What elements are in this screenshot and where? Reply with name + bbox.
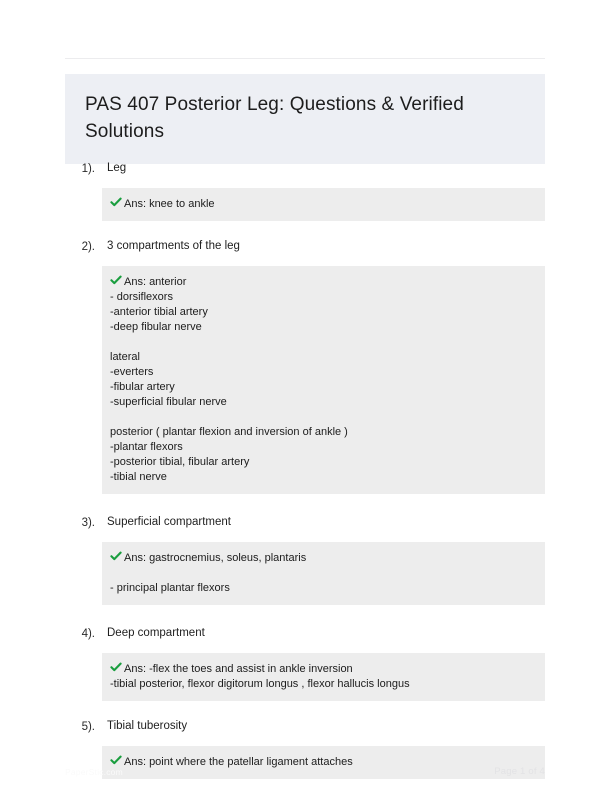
qa-item bbox=[0, 514, 606, 605]
answer-line: -deep fibular nerve bbox=[110, 321, 202, 333]
question-row bbox=[65, 718, 545, 735]
question-number: 5). bbox=[81, 721, 95, 733]
check-icon bbox=[110, 196, 123, 208]
check-icon bbox=[110, 550, 123, 562]
question-text: Deep compartment bbox=[107, 627, 205, 639]
footer-watermark: PaperStic.com bbox=[65, 766, 123, 777]
item-spacer bbox=[0, 221, 606, 238]
question-text: Tibial tuberosity bbox=[107, 720, 188, 732]
page-number-label: Page 1 of 4 bbox=[494, 766, 545, 777]
answer-box bbox=[102, 188, 545, 221]
answer-line: -posterior tibial, fibular artery bbox=[110, 456, 250, 468]
page-title: PAS 407 Posterior Leg: Questions & Verified Solutions bbox=[85, 94, 464, 142]
answer-text: Ans: -flex the toes and assist in ankle inversion bbox=[124, 663, 353, 675]
check-icon bbox=[110, 661, 123, 673]
answer-line: posterior ( plantar flexion and inversion of ankle ) bbox=[110, 426, 348, 438]
item-spacer bbox=[0, 701, 606, 718]
answer-line: -plantar flexors bbox=[110, 441, 183, 453]
question-number: 4). bbox=[81, 628, 95, 640]
answer-line bbox=[110, 196, 535, 212]
qa-item bbox=[0, 160, 606, 221]
qa-item bbox=[0, 625, 606, 701]
question-number: 1). bbox=[81, 163, 95, 175]
question-text: Superficial compartment bbox=[107, 516, 231, 528]
question-row bbox=[65, 238, 545, 255]
question-number: 2). bbox=[81, 241, 95, 253]
answer-line: -everters bbox=[110, 366, 154, 378]
answer-line bbox=[110, 274, 535, 290]
item-spacer bbox=[0, 605, 606, 625]
answer-text: Ans: knee to ankle bbox=[124, 198, 215, 210]
answer-line: -tibial posterior, flexor digitorum longus , flexor hallucis longus bbox=[110, 678, 410, 690]
question-row bbox=[65, 160, 545, 177]
answer-line: -anterior tibial artery bbox=[110, 306, 208, 318]
question-text: Leg bbox=[107, 162, 127, 174]
document-title-block bbox=[65, 74, 545, 164]
question-answer-list bbox=[0, 160, 606, 796]
answer-spacer bbox=[110, 566, 535, 581]
answer-line: lateral bbox=[110, 351, 140, 363]
answer-line bbox=[110, 661, 535, 677]
answer-line bbox=[110, 550, 535, 566]
answer-text: Ans: point where the patellar ligament attaches bbox=[124, 756, 353, 768]
answer-line: - principal plantar flexors bbox=[110, 582, 230, 594]
header-divider bbox=[65, 58, 545, 59]
answer-box bbox=[102, 266, 545, 494]
answer-line: -fibular artery bbox=[110, 381, 175, 393]
qa-item bbox=[0, 238, 606, 494]
question-text: 3 compartments of the leg bbox=[107, 240, 240, 252]
answer-line: -superficial fibular nerve bbox=[110, 396, 227, 408]
item-spacer bbox=[0, 494, 606, 514]
answer-line: - dorsiflexors bbox=[110, 291, 173, 303]
page-footer bbox=[0, 754, 606, 800]
answer-text: Ans: anterior bbox=[124, 276, 187, 288]
question-row bbox=[65, 625, 545, 642]
answer-spacer bbox=[110, 335, 535, 350]
answer-text: Ans: gastrocnemius, soleus, plantaris bbox=[124, 552, 307, 564]
question-row bbox=[65, 514, 545, 531]
answer-box bbox=[102, 653, 545, 701]
answer-box bbox=[102, 542, 545, 605]
answer-spacer bbox=[110, 410, 535, 425]
question-number: 3). bbox=[81, 517, 95, 529]
check-icon bbox=[110, 274, 123, 286]
answer-line: -tibial nerve bbox=[110, 471, 167, 483]
